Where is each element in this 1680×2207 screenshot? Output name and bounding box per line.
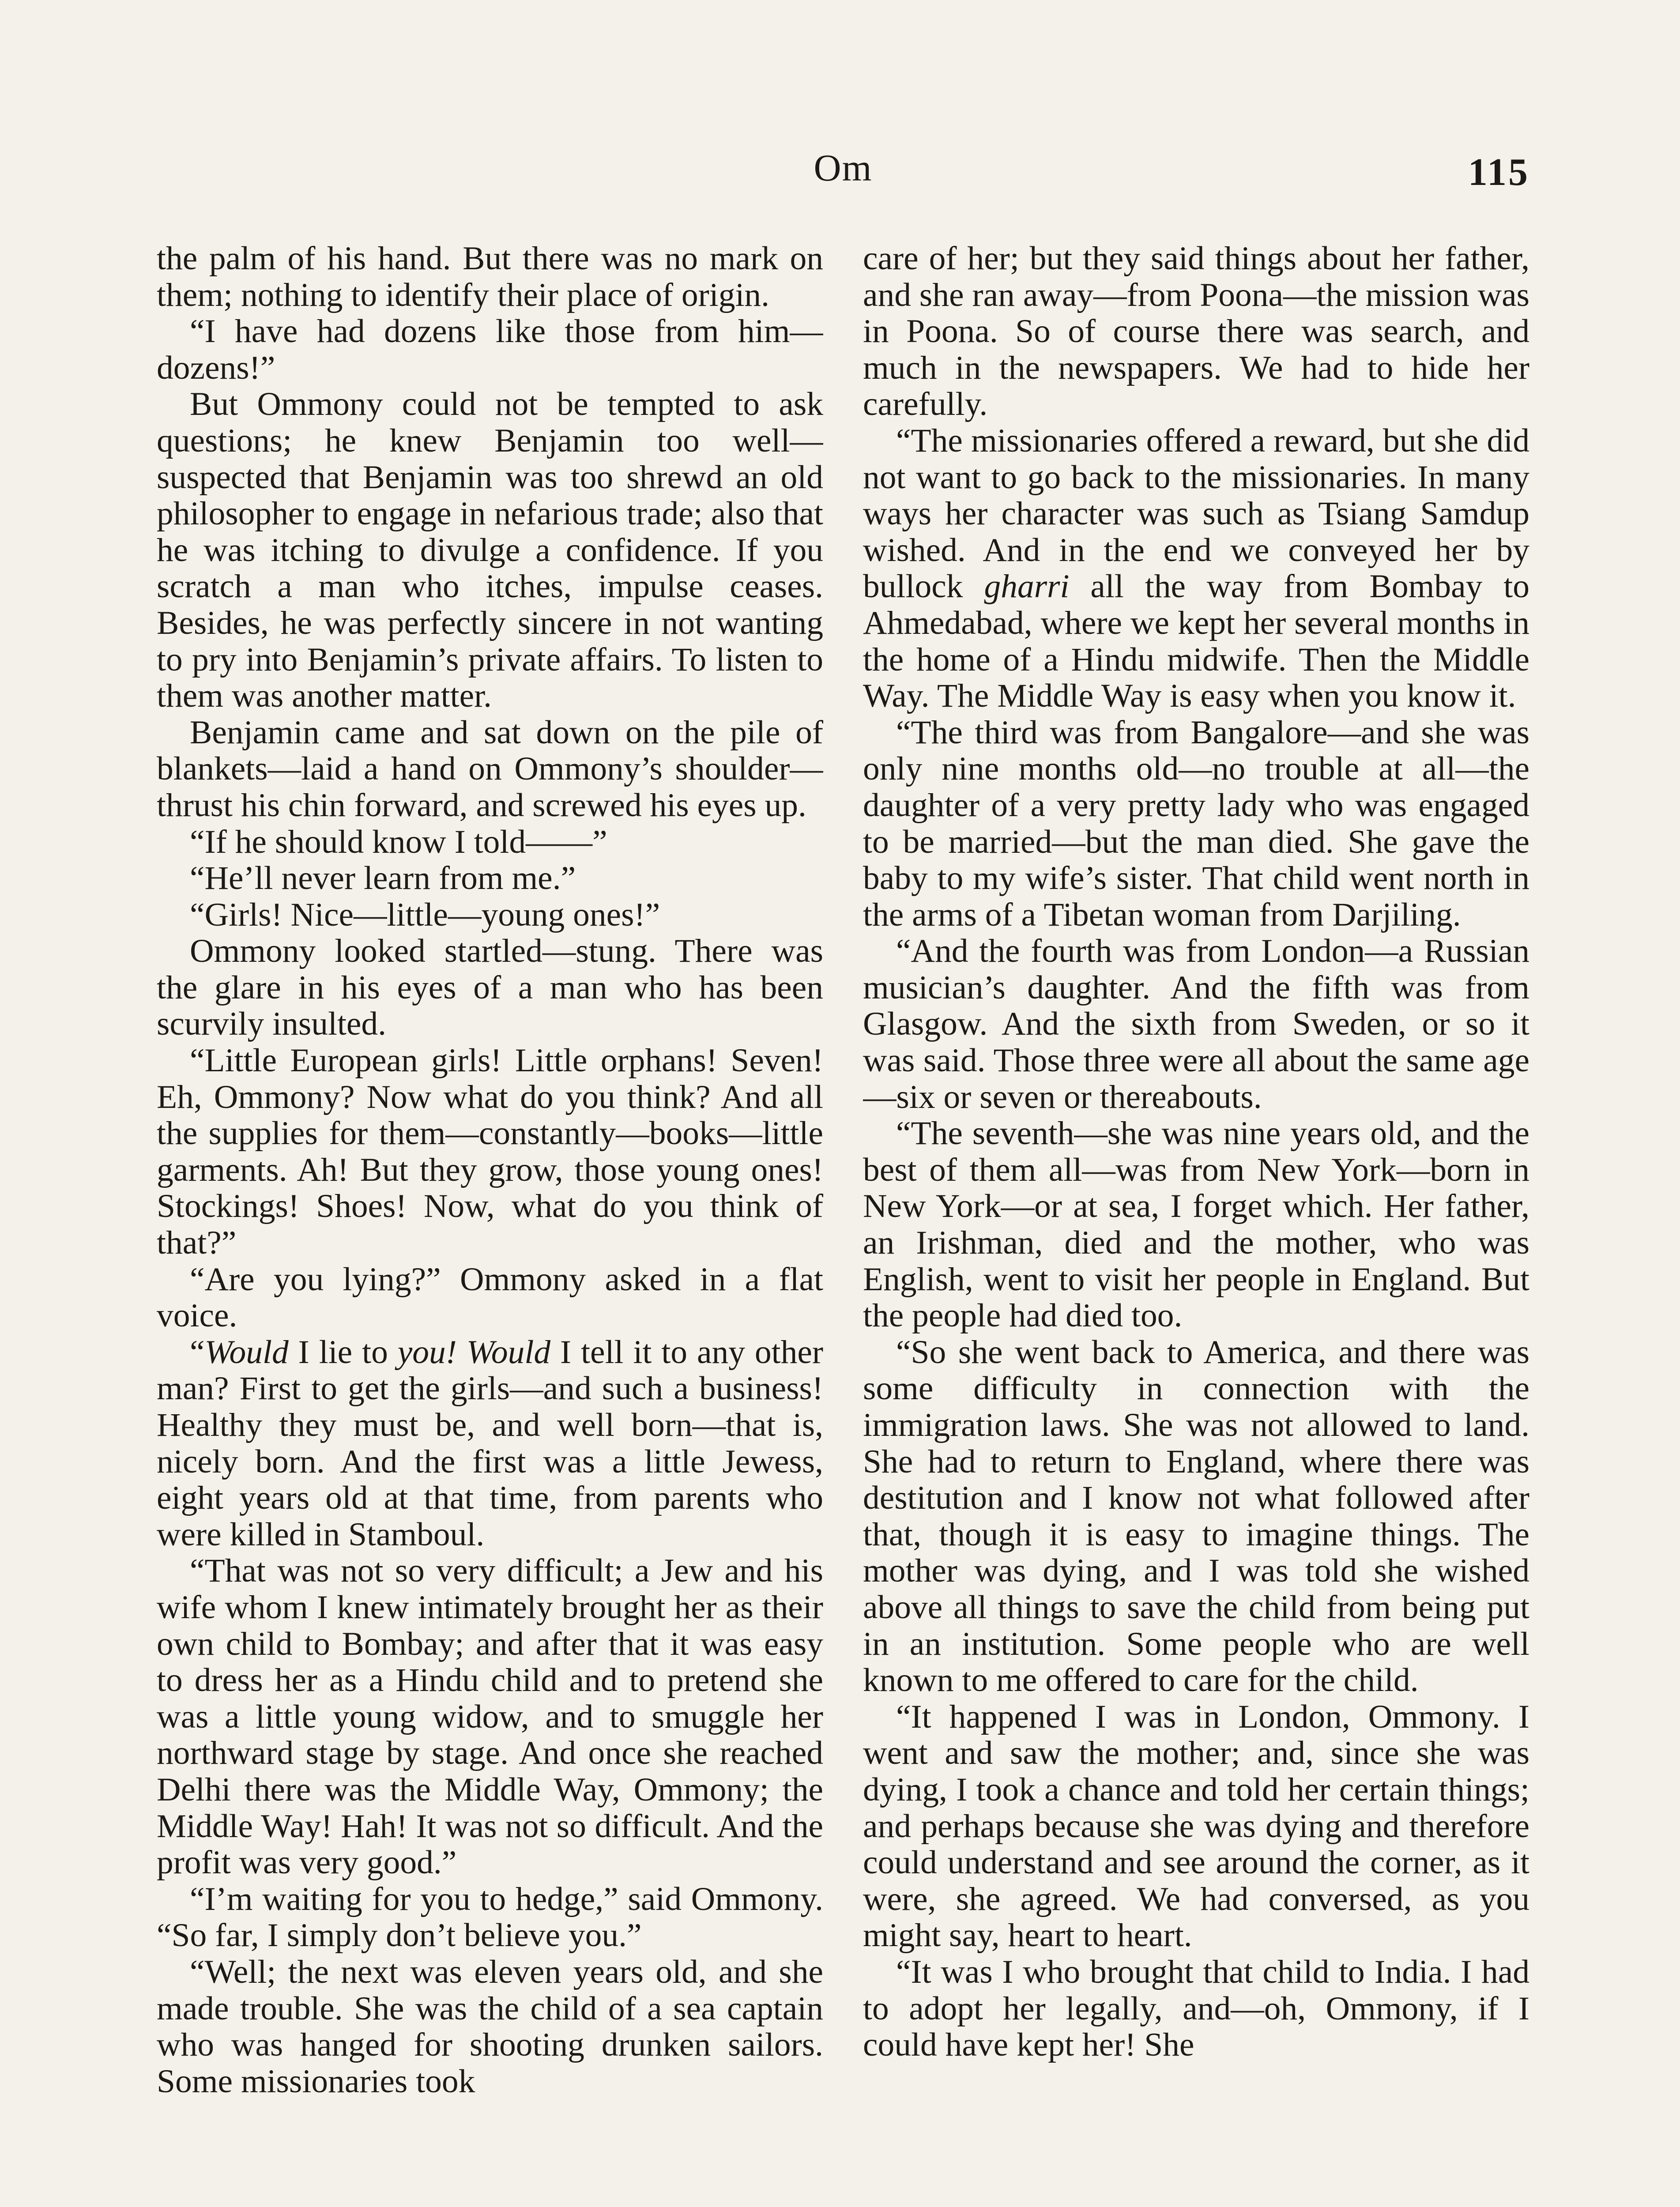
paragraph: “If he should know I told——” [190,823,607,860]
running-title: Om [814,147,873,189]
paragraph: Benjamin came and sat down on the pile of blankets—laid a hand on Ommony’s shoulder—thrust his chin forward, and screwed his eyes up. [157,714,823,824]
text-column-right [863,241,1529,2207]
paragraph: “I have had dozens like those from him—dozens!” [157,313,823,386]
paragraph [863,423,1529,715]
paragraph: “He’ll never learn from me.” [190,860,576,897]
emphasis: Would [466,1333,551,1371]
paragraph: But Ommony could not be tempted to ask questions; he knew Benjamin too well—suspected that Benjamin was too shrewd an old philosopher to engage in nefarious trade; also that he was itching to divulge a confidence. If you scratch a man who itches, impulse ceases. Besides, he was perfectly sincere in not wanting to pry into Benjamin’s private affairs. To listen to them was another matter. [157,386,823,715]
paragraph: “I’m waiting for you to hedge,” said Ommony. “So far, I simply don’t believe you.” [157,1880,823,1954]
emphasis: Would [204,1333,289,1371]
text-column-left [157,241,823,2207]
paragraph: “Girls! Nice—little—young ones!” [190,896,660,933]
paragraph: “The seventh—she was nine years old, and the best of them all—was from New York—born in New York—or at sea, I forget which. Her father, an Irishman, died and the mother, who was English, went to visit her people in England. But the people had died too. [863,1115,1529,1334]
text-run: I lie to [298,1333,388,1371]
text-run: “The missionaries offered a reward, but she did not want to go back to the missionaries. In many ways her character was such as Tsiang Samdup wished. And in the end we conveyed her by bullock [863,422,1529,605]
paragraph: “It was I who brought that child to India. I had to adopt her legally, and—oh, Ommony, if I could have kept her! She [863,1953,1529,2064]
paragraph: “Well; the next was eleven years old, and she made trouble. She was the child of a sea captain who was hanged for shooting drunken sailors. Some missionaries took [157,1953,823,2100]
paragraph: “It happened I was in London, Ommony. I went and saw the mother; and, since she was dying, I took a chance and told her certain things; and perhaps because she was dying and therefore could understand and see around the corner, as it were, she agreed. We had conversed, as you might say, heart to heart. [863,1698,1529,1954]
emphasis: you! [397,1333,457,1371]
page-number: 115 [1468,151,1529,194]
paragraph: “So she went back to America, and there was some difficulty in connection with the immigration laws. She was not allowed to land. She had to return to England, where there was destitution and I know not what followed after that, though it is easy to imagine things. The mother was dying, and I was told she wished above all things to save the child from being put in an institution. Some people who are well known to me offered to care for the child. [863,1333,1529,1699]
paragraph: “That was not so very difficult; a Jew and his wife whom I knew intimately brought her as their own child to Bombay; and after that it was easy to dress her as a Hindu child and to pretend she was a little young widow, and to smuggle her northward stage by stage. And once she reached Delhi there was the Middle Way, Ommony; the Middle Way! Hah! It was not so difficult. And the profit was very good.” [157,1552,823,1881]
text-run: I tell it to any other man? First to get the girls—and such a business! Healthy they must be, and well born—that is, nicely born. And the first was a little Jewess, eight years old at that time, from parents who were killed in Stamboul. [157,1333,823,1553]
paragraph: “And the fourth was from London—a Russian musician’s daughter. And the fifth was from Glasgow. And the sixth from Sweden, or so it was said. Those three were all about the same age—six or seven or thereabouts. [863,933,1529,1115]
paragraph: care of her; but they said things about her father, and she ran away—from Poona—the mission was in Poona. So of course there was search, and much in the newspapers. We had to hide her carefully. [863,241,1529,423]
paragraph: Ommony looked startled—stung. There was the glare in his eyes of a man who has been scurvily insulted. [157,933,823,1043]
paragraph: “The third was from Bangalore—and she was only nine months old—no trouble at all—the daughter of a very pretty lady who was engaged to be married—but the man died. She gave the baby to my wife’s sister. That child went north in the arms of a Tibetan woman from Darjiling. [863,714,1529,933]
emphasis: gharri [984,568,1070,605]
text-run: all the way from Bombay to Ahmedabad, where we kept her several months in the home of a Hindu midwife. Then the Middle Way. The Middle Way is easy when you know it. [863,568,1529,715]
paragraph: “Would I lie to you! Would I tell it to any other man? First to get the girls—and such a business! Healthy they must be, and well born—that is, nicely born. And the first was a little Jewess, eight years old at that time, from parents who were killed in Stamboul. [157,1333,823,1553]
paragraph: “Are you lying?” Ommony asked in a flat voice. [157,1261,823,1334]
running-head [157,146,1529,207]
paragraph: “Little European girls! Little orphans! Seven! Eh, Ommony? Now what do you think? And all the supplies for them—constantly—books—little garments. Ah! But they grow, those young ones! Stockings! Shoes! Now, what do you think of that?” [157,1042,823,1262]
paragraph: the palm of his hand. But there was no mark on them; nothing to identify their place of origin. [157,241,823,313]
